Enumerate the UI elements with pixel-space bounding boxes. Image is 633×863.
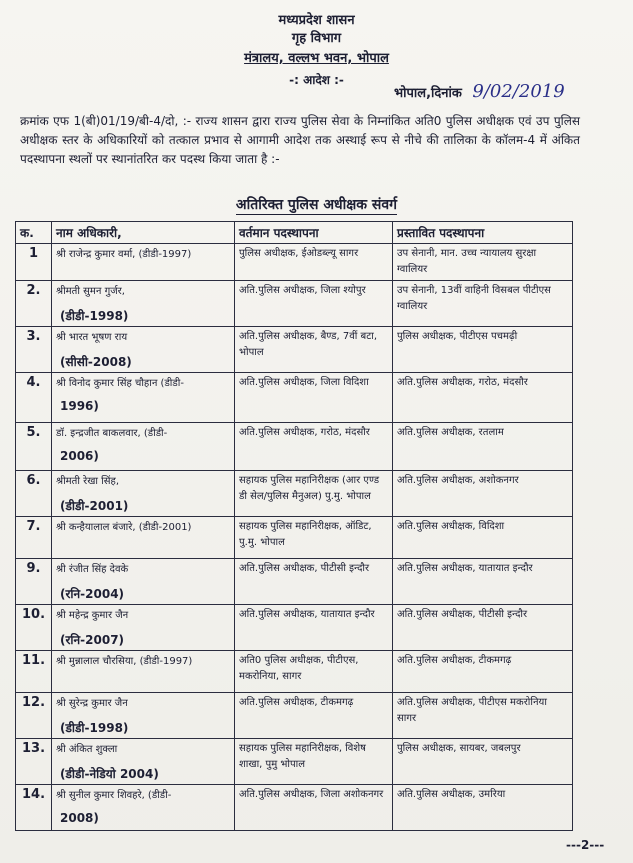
- officer-name: श्री अंकित शुक्ला: [56, 744, 118, 755]
- officer-name: श्री रंजीत सिंह देवके: [56, 564, 129, 575]
- row-proposed-posting: उप सेनानी, 13वीं वाहिनी विसबल पीटीएस ग्वालियर: [393, 281, 573, 327]
- row-officer: [52, 517, 235, 559]
- row-serial: 2.: [16, 281, 52, 327]
- row-proposed-posting: पुलिस अधीक्षक, पीटीएस पचमढ़ी: [393, 327, 573, 373]
- row-current-posting: अति.पुलिस अधीक्षक, टीकमगढ़: [235, 693, 393, 739]
- row-serial: 13.: [16, 739, 52, 785]
- officer-batch: (डीडी-1998): [60, 721, 129, 735]
- row-serial: 5.: [16, 423, 52, 471]
- officer-name: श्री कन्हैयालाल बंजारे, (डीडी-2001): [56, 522, 192, 533]
- table-row: [16, 244, 573, 281]
- row-current-posting: अति.पुलिस अधीक्षक, जिला विदिशा: [235, 373, 393, 423]
- row-officer: [52, 651, 235, 693]
- row-current-posting: अति.पुलिस अधीक्षक, यातायात इन्दौर: [235, 605, 393, 651]
- row-current-posting: अति.पुलिस अधीक्षक, जिला अशोकनगर: [235, 785, 393, 831]
- row-proposed-posting: अति.पुलिस अधीक्षक, रतलाम: [393, 423, 573, 471]
- cadre-title-text: अतिरिक्त पुलिस अधीक्षक संवर्ग: [235, 197, 398, 213]
- row-proposed-posting: अति.पुलिस अधीक्षक, टीकमगढ़: [393, 651, 573, 693]
- row-officer: [52, 559, 235, 605]
- transfer-table: [15, 221, 573, 831]
- officer-batch: (डीडी-नेडियो 2004): [60, 767, 159, 781]
- header-state-govt: मध्यप्रदेश शासन: [278, 13, 355, 28]
- order-paragraph: क्रमांक एफ 1(बी)01/19/बी-4/दो, :- राज्य शासन द्वारा राज्य पुलिस सेवा के निम्नांकित अति0 पुलिस अधीक्षक एवं उप पुलिस अधीक्षक स्तर के अधिकारियों को तत्काल प्रभाव से आगामी आदेश तक अस्थाई रूप से नीचे की तालिका के कॉलम-4 में अंकित पदस्थापना स्थलों पर स्थानांतरित कर पदस्थ किया जाता है :-: [20, 114, 580, 166]
- table-row: [16, 605, 573, 651]
- row-officer: [52, 471, 235, 517]
- row-current-posting: अति0 पुलिस अधीक्षक, पीटीएस, मकरोनिया, सागर: [235, 651, 393, 693]
- row-current-posting: अति.पुलिस अधीक्षक, गरोठ, मंदसौर: [235, 423, 393, 471]
- row-proposed-posting: अति.पुलिस अधीक्षक, पीटीसी इन्दौर: [393, 605, 573, 651]
- row-proposed-posting: अति.पुलिस अधीक्षक, उमरिया: [393, 785, 573, 831]
- row-current-posting: अति.पुलिस अधीक्षक, जिला श्योपुर: [235, 281, 393, 327]
- header-ministry: मंत्रालय, वल्लभ भवन, भोपाल: [244, 51, 389, 66]
- officer-name: श्री मुन्नालाल चौरसिया, (डीडी-1997): [56, 656, 193, 667]
- row-current-posting: अति.पुलिस अधीक्षक, पीटीसी इन्दौर: [235, 559, 393, 605]
- row-officer: [52, 605, 235, 651]
- row-officer: [52, 423, 235, 471]
- officer-name: डॉ. इन्द्रजीत बाकलवार, (डीडी-: [56, 428, 168, 439]
- row-proposed-posting: अति.पुलिस अधीक्षक, यातायात इन्दौर: [393, 559, 573, 605]
- officer-name: श्री महेन्द्र कुमार जैन: [56, 610, 129, 621]
- officer-batch: 1996): [60, 399, 99, 413]
- officer-batch: 2008): [60, 811, 99, 825]
- table-row: [16, 739, 573, 785]
- officer-name: श्री राजेन्द्र कुमार वर्मा, (डीडी-1997): [56, 249, 192, 260]
- row-officer: [52, 785, 235, 831]
- table-row: [16, 651, 573, 693]
- officer-batch: (रनि-2004): [60, 587, 125, 601]
- row-current-posting: सहायक पुलिस महानिरीक्षक (आर एण्ड डी सेल/पुलिस मैनुअल) पु.मु. भोपाल: [235, 471, 393, 517]
- header-current-posting: वर्तमान पदस्थापना: [235, 222, 393, 244]
- row-proposed-posting: अति.पुलिस अधीक्षक, पीटीएस मकरोनिया सागर: [393, 693, 573, 739]
- row-proposed-posting: अति.पुलिस अधीक्षक, अशोकनगर: [393, 471, 573, 517]
- table-row: [16, 517, 573, 559]
- officer-name: श्रीमती रेखा सिंह,: [56, 476, 119, 487]
- officer-name: श्री भारत भूषण राय: [56, 332, 128, 343]
- row-current-posting: अति.पुलिस अधीक्षक, बैण्ड, 7वीं बटा, भोपाल: [235, 327, 393, 373]
- table-row: [16, 327, 573, 373]
- row-proposed-posting: अति.पुलिस अधीक्षक, गरोठ, मंदसौर: [393, 373, 573, 423]
- row-proposed-posting: उप सेनानी, मान. उच्च न्यायालय सुरक्षा ग्वालियर: [393, 244, 573, 281]
- row-serial: 1: [16, 244, 52, 281]
- row-serial: 9.: [16, 559, 52, 605]
- date-label: भोपाल,दिनांक: [394, 86, 462, 101]
- officer-name: श्रीमती सुमन गुर्जर,: [56, 286, 125, 297]
- table-row: [16, 281, 573, 327]
- officer-batch: (डीडी-1998): [60, 309, 129, 323]
- officer-batch: (सीसी-2008): [60, 355, 132, 369]
- row-officer: [52, 244, 235, 281]
- row-current-posting: सहायक पुलिस महानिरीक्षक, विशेष शाखा, पुमु भोपाल: [235, 739, 393, 785]
- row-officer: [52, 327, 235, 373]
- table-row: [16, 693, 573, 739]
- officer-batch: 2006): [60, 449, 99, 463]
- row-officer: [52, 693, 235, 739]
- row-serial: 14.: [16, 785, 52, 831]
- table-row: [16, 373, 573, 423]
- header-department: गृह विभाग: [291, 31, 342, 46]
- row-serial: 7.: [16, 517, 52, 559]
- header-order: -: आदेश :-: [289, 73, 344, 87]
- row-officer: [52, 739, 235, 785]
- row-serial: 3.: [16, 327, 52, 373]
- table-row: [16, 423, 573, 471]
- table-header-row: [16, 222, 573, 244]
- row-officer: [52, 373, 235, 423]
- table-row: [16, 471, 573, 517]
- table-row: [16, 785, 573, 831]
- officer-name: श्री विनोद कुमार सिंह चौहान (डीडी-: [56, 378, 184, 389]
- table-row: [16, 559, 573, 605]
- order-date: [394, 81, 565, 102]
- officer-name: श्री सुरेन्द्र कुमार जैन: [56, 698, 128, 709]
- row-current-posting: सहायक पुलिस महानिरीक्षक, ऑडिट, पु.मु. भोपाल: [235, 517, 393, 559]
- row-serial: 11.: [16, 651, 52, 693]
- officer-name: श्री सुनील कुमार शिवहरे, (डीडी-: [56, 790, 172, 801]
- row-serial: 4.: [16, 373, 52, 423]
- row-serial: 10.: [16, 605, 52, 651]
- row-current-posting: पुलिस अधीक्षक, ईओडब्ल्यू सागर: [235, 244, 393, 281]
- page-number: ---2---: [566, 838, 605, 852]
- row-serial: 12.: [16, 693, 52, 739]
- officer-batch: (रनि-2007): [60, 633, 125, 647]
- officer-batch: (डीडी-2001): [60, 499, 129, 513]
- date-value: 9/02/2019: [472, 81, 565, 102]
- header-proposed-posting: प्रस्तावित पदस्थापना: [393, 222, 573, 244]
- row-serial: 6.: [16, 471, 52, 517]
- header-serial: क.: [16, 222, 52, 244]
- row-proposed-posting: पुलिस अधीक्षक, सायबर, जबलपुर: [393, 739, 573, 785]
- cadre-title: [0, 195, 633, 214]
- row-officer: [52, 281, 235, 327]
- row-proposed-posting: अति.पुलिस अधीक्षक, विदिशा: [393, 517, 573, 559]
- header-officer-name: नाम अधिकारी,: [52, 222, 235, 244]
